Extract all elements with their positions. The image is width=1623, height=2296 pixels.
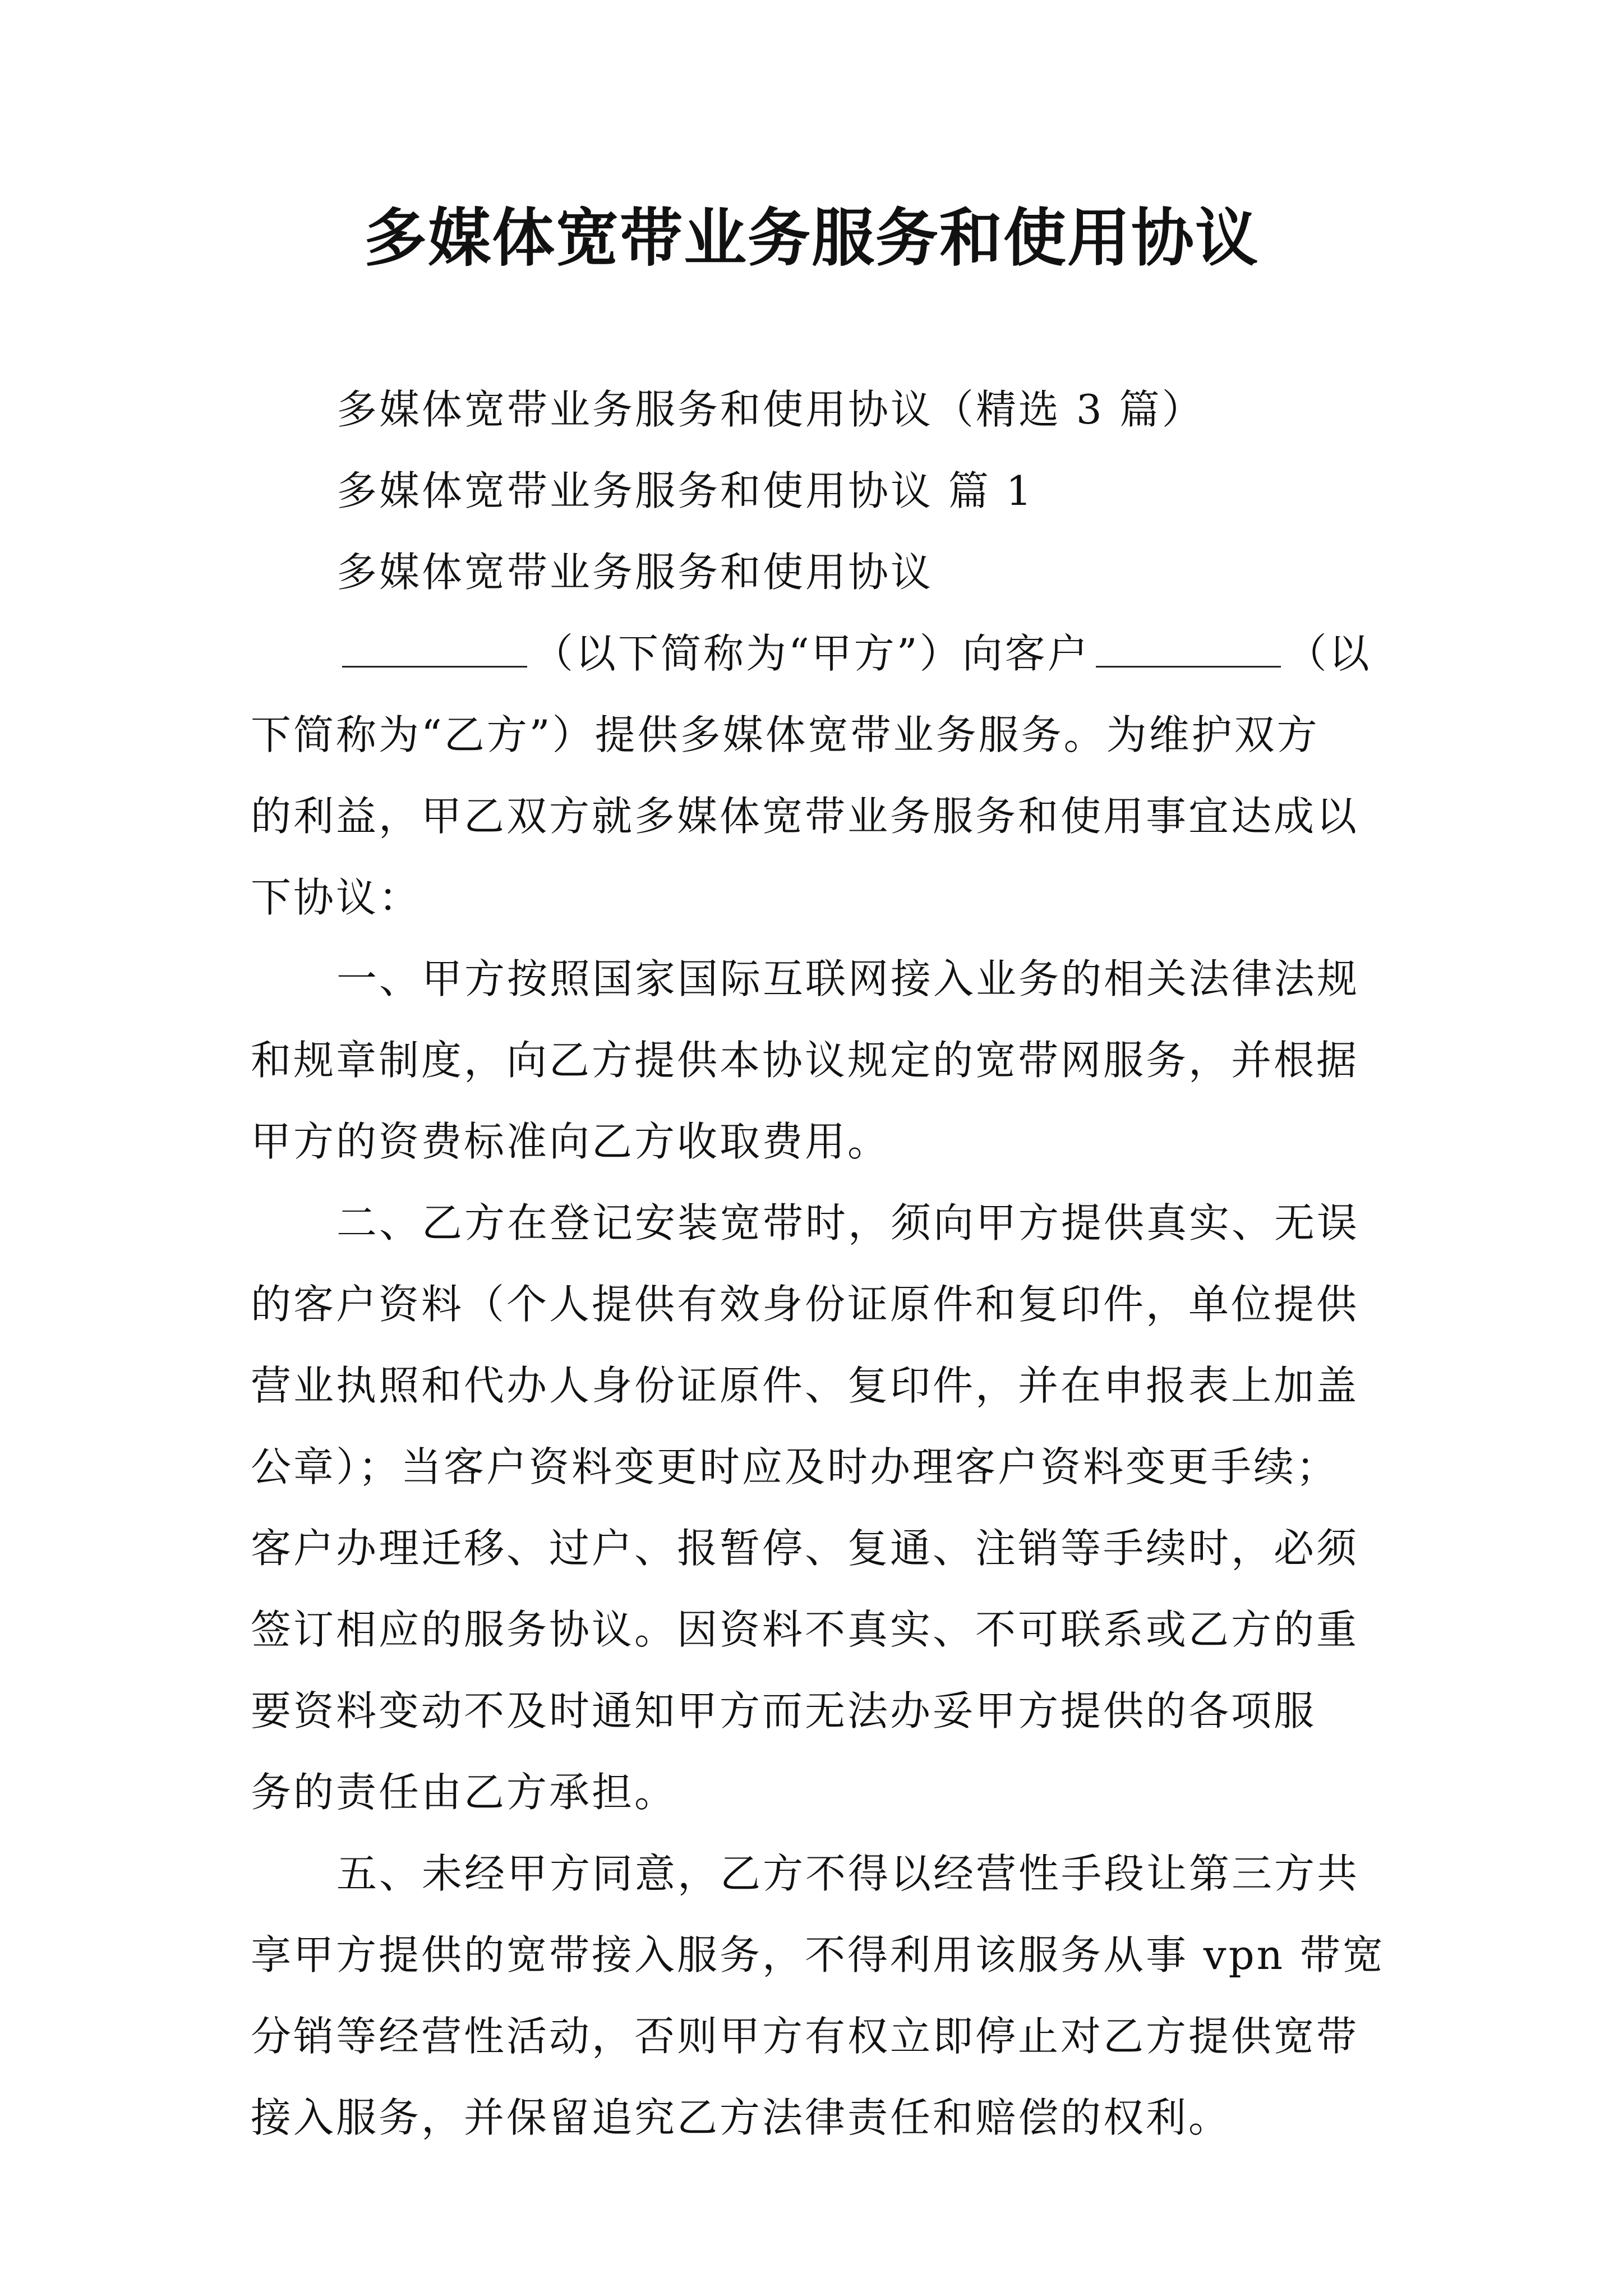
clause2-line: 务的责任由乙方承担。 [251,1769,677,1816]
clause5-line: 接入服务，并保留追究乙方法律责任和赔偿的权利。 [251,2094,1232,2141]
clause2-line: 营业执照和代办人身份证原件、复印件，并在申报表上加盖 [251,1362,1359,1409]
subtitle-line: 多媒体宽带业务服务和使用协议（精选 3 篇） [336,386,1205,433]
clause1-line: 甲方的资费标准向乙方收取费用。 [251,1118,891,1165]
clause1-line: 和规章制度，向乙方提供本协议规定的宽带网服务，并根据 [251,1037,1359,1084]
clause2-line: 签订相应的服务协议。因资料不真实、不可联系或乙方的重 [251,1606,1359,1653]
intro-line-3: 的利益，甲乙双方就多媒体宽带业务服务和使用事宜达成以 [251,793,1359,840]
intro-line-1 [336,623,1469,684]
clause1-line: 一、甲方按照国家国际互联网接入业务的相关法律法规 [336,955,1360,1002]
section-heading: 多媒体宽带业务服务和使用协议 篇 1 [336,467,1034,514]
intro-line-2: 下简称为“乙方”）提供多媒体宽带业务服务。为维护双方 [251,711,1320,758]
clause2-line: 客户办理迁移、过户、报暂停、复通、注销等手续时，必须 [251,1525,1359,1572]
clause2-line: 的客户资料（个人提供有效身份证原件和复印件，单位提供 [251,1281,1359,1328]
party-b-blank [1096,660,1281,668]
agreement-heading: 多媒体宽带业务服务和使用协议 [336,549,934,596]
clause5-line: 五、未经甲方同意，乙方不得以经营性手段让第三方共 [336,1850,1360,1897]
intro-text-1: （以下简称为“甲方”）向客户 [533,630,1090,677]
party-a-blank [342,660,527,668]
clause2-line: 要资料变动不及时通知甲方而无法办妥甲方提供的各项服 [251,1687,1317,1734]
clause2-line: 公章）；当客户资料变更时应及时办理客户资料变更手续； [251,1443,1339,1490]
clause5-line: 分销等经营性活动，否则甲方有权立即停止对乙方提供宽带 [251,2013,1359,2060]
document-title: 多媒体宽带业务服务和使用协议 [364,201,1259,275]
intro-line-4: 下协议： [251,874,422,921]
intro-text-2: （以 [1286,630,1372,677]
clause5-line: 享甲方提供的宽带接入服务，不得利用该服务从事 vpn 带宽 [251,1931,1385,1978]
clause2-line: 二、乙方在登记安装宽带时，须向甲方提供真实、无误 [336,1199,1360,1246]
